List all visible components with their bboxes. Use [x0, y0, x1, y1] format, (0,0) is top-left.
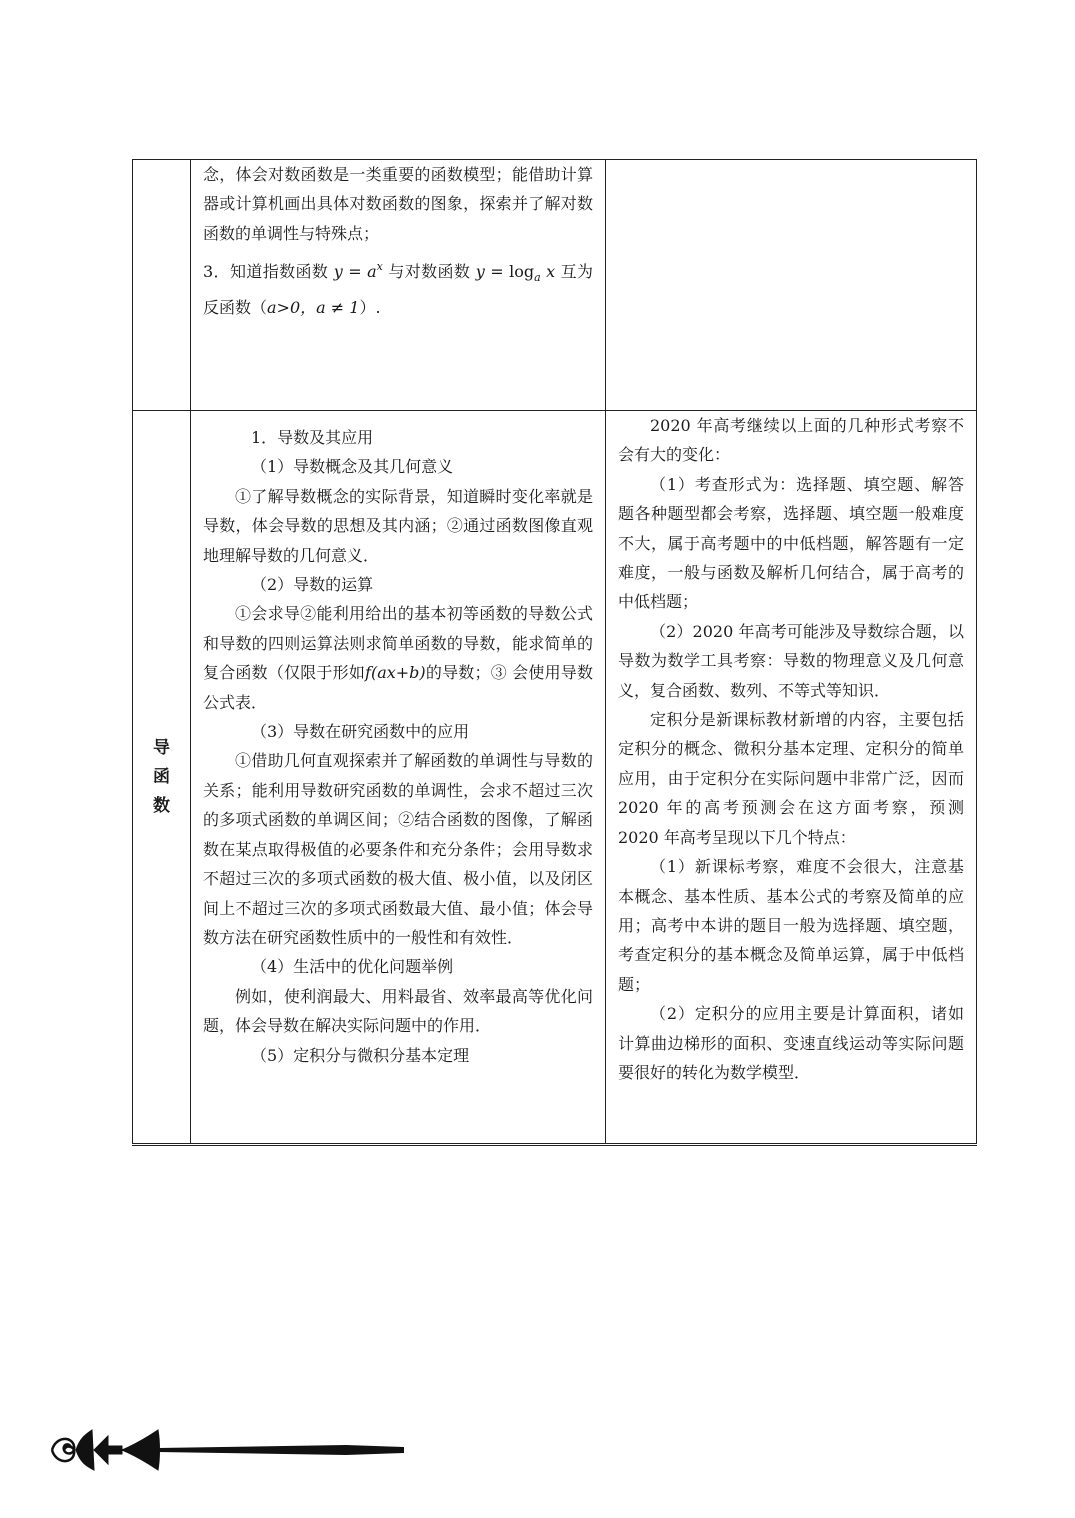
decorative-flourish-icon	[46, 1426, 406, 1474]
table-row-derivative	[133, 411, 977, 1145]
category-label: 导函数	[153, 737, 170, 816]
category-cell-empty	[133, 160, 191, 411]
formula-logarithm: $y = \log_a x$	[475, 262, 556, 285]
analysis-paragraph: （2）定积分的应用主要是计算面积，诸如计算曲边梯形的面积、变速直线运动等实际问题要很好的转化为数学模型．	[618, 1004, 964, 1082]
syllabus-table	[132, 159, 977, 1146]
req-paragraph: ①了解导数概念的实际背景，知道瞬时变化率就是导数，体会导数的思想及其内涵；②通过函数图像直观地理解导数的几何意义．	[203, 486, 593, 565]
req-subheading-2: （2）导数的运算	[251, 575, 374, 595]
requirements-cell-derivative	[191, 411, 606, 1145]
category-cell-derivative	[133, 411, 191, 1145]
analysis-cell-derivative	[606, 411, 977, 1145]
requirement-text: 念，体会对数函数是一类重要的函数模型；能借助计算器或计算机画出具体对数函数的图象，探索并了解对数函数的单调性与特殊点；	[203, 165, 593, 243]
req-paragraph: 例如，使利润最大、用料最省、效率最高等优化问题，体会导数在解决实际问题中的作用．	[203, 986, 593, 1036]
analysis-paragraph: （1）考查形式为：选择题、填空题、解答题各种题型都会考察，选择题、填空题一般难度不大，属于高考题中的中低档题，解答题有一定难度，一般与函数及解析几何结合，属于高考的中低档题；	[618, 474, 964, 612]
req-subheading-1: （1）导数概念及其几何意义	[251, 457, 454, 477]
analysis-cell-empty	[606, 160, 977, 411]
formula-exponential: $y = a^x$	[333, 260, 383, 282]
formula-composite: f(ax+b)	[365, 663, 426, 683]
requirement-item-3: 3．知道指数函数 $y = a^x$ 与对数函数 $y = \log_a x$ 互为反函数（a>0，a ≠ 1）.	[203, 260, 593, 317]
req-subheading-3: （3）导数在研究函数中的应用	[251, 722, 470, 742]
req-subheading-4: （4）生活中的优化问题举例	[251, 957, 454, 977]
requirements-cell-logarithm	[191, 160, 606, 411]
table-row-logarithm	[133, 160, 977, 411]
req-paragraph: ①会求导②能利用给出的基本初等函数的导数公式和导数的四则运算法则求简单函数的导数，能求简单的复合函数（仅限于形如f(ax+b)的导数；③ 会使用导数公式表．	[203, 604, 593, 712]
req-paragraph: ①借助几何直观探索并了解函数的单调性与导数的关系；能利用导数研究函数的单调性，会求不超过三次的多项式函数的单调区间；②结合函数的图像，了解函数在某点取得极值的必要条件和充分条件；会用导数求不超过三次的多项式函数的极大值、极小值，以及闭区间上不超过三次的多项式函数最大值、最小值；体会导数方法在研究函数性质中的一般性和有效性．	[203, 751, 593, 947]
analysis-paragraph: 定积分是新课标教材新增的内容，主要包括定积分的概念、微积分基本定理、定积分的简单应用，由于定积分在实际问题中非常广泛，因而 2020 年的高考预测会在这方面考察，预测 2020 年高考呈现以下几个特点：	[618, 710, 964, 847]
analysis-paragraph: （2）2020 年高考可能涉及导数综合题，以导数为数学工具考察：导数的物理意义及几何意义，复合函数、数列、不等式等知识．	[618, 621, 964, 700]
analysis-paragraph: 2020 年高考继续以上面的几种形式考察不会有大的变化：	[618, 416, 964, 465]
req-heading-1: 1．导数及其应用	[251, 428, 374, 447]
analysis-paragraph: （1）新课标考察，难度不会很大，注意基本概念、基本性质、基本公式的考察及简单的应用；高考中本讲的题目一般为选择题、填空题，考查定积分的基本概念及简单运算，属于中低档题；	[618, 857, 964, 994]
req-subheading-5: （5）定积分与微积分基本定理	[251, 1045, 470, 1065]
